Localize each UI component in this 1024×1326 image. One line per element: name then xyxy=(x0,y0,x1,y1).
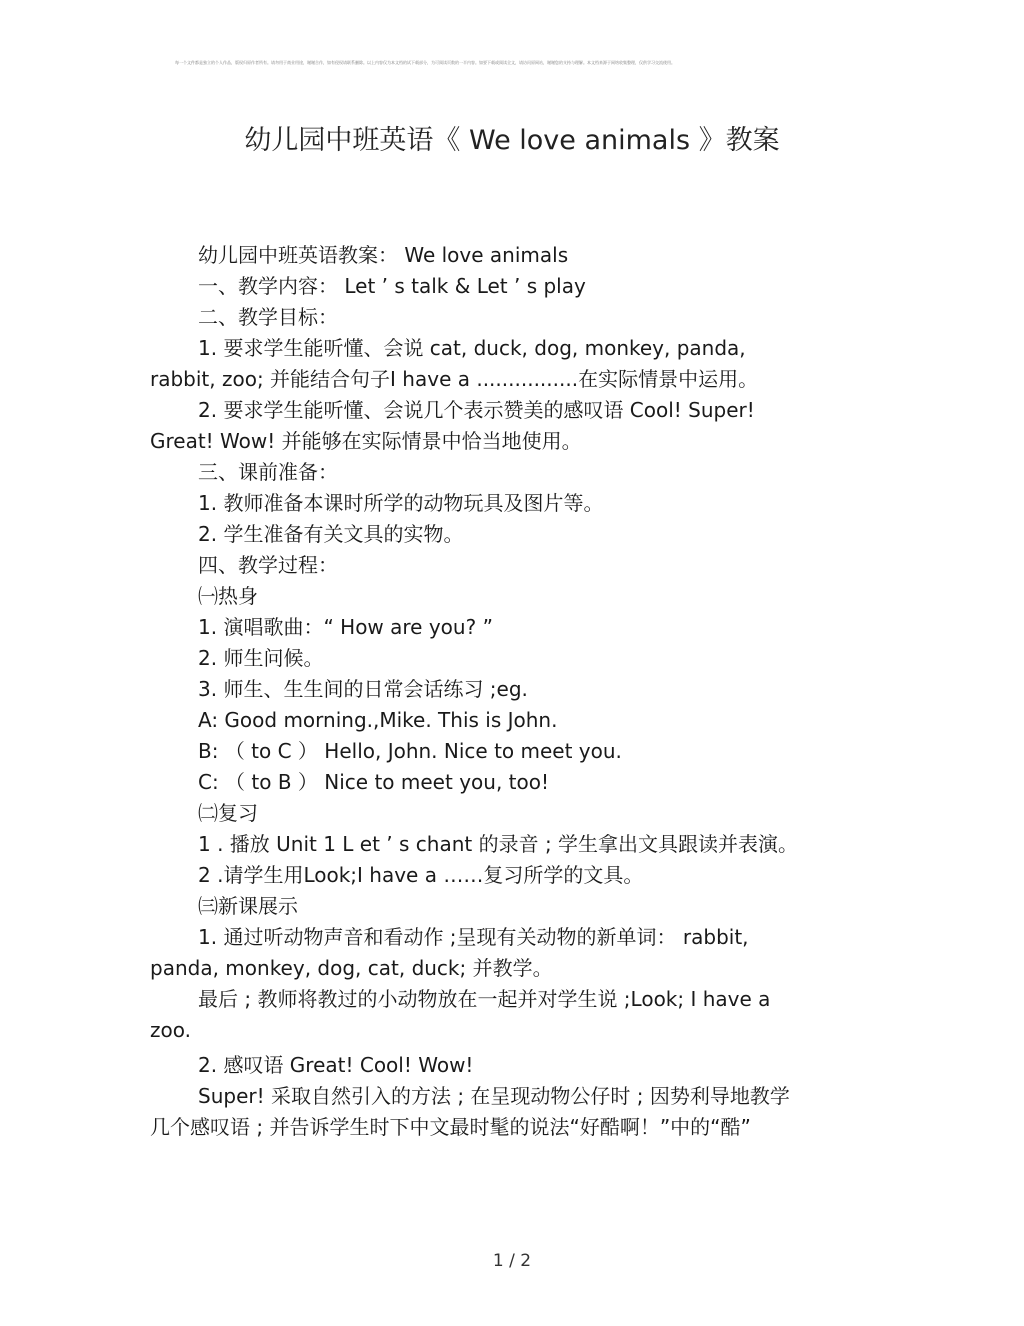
page-number: 1 / 2 xyxy=(492,1251,532,1271)
document-title: 幼儿园中班英语《 We love animals 》教案 xyxy=(244,125,780,156)
body-line: 2. 要求学生能听懂、会说几个表示赞美的感叹语 Cool! Super! xyxy=(198,398,755,422)
body-line: 最后 ; 教师将教过的小动物放在一起并对学生说 ;Look; I have a xyxy=(198,987,771,1011)
body-line: 1. 教师准备本课时所学的动物玩具及图片等。 xyxy=(198,491,604,515)
header-note: 每一个文件都是独立的个人作品，版权归原作者所有。请勿用于商业用途，谢谢合作，如有侵权请联系删除。以上内容仅为本文档的试下载部分，为可阅读页数的一半内容。如要下载或阅读全文，请访问原网站，谢谢您的支持与理解。本文档来源于网络收集整理，仅供学习交流使用。 xyxy=(175,60,675,65)
body-line: A: Good morning.,Mike. This is John. xyxy=(198,708,558,732)
body-line: 1. 要求学生能听懂、会说 cat, duck, dog, monkey, panda, xyxy=(198,336,746,360)
body-line: 3. 师生、生生间的日常会话练习 ;eg. xyxy=(198,677,528,701)
body-line: 1 . 播放 Unit 1 L et ’ s chant 的录音 ; 学生拿出文具跟读并表演。 xyxy=(198,832,799,856)
body-line: rabbit, zoo; 并能结合句子I have a ................在实际情景中运用。 xyxy=(150,367,759,391)
body-line: 一、教学内容： Let ’ s talk & Let ’ s play xyxy=(198,274,586,298)
body-line: 幼儿园中班英语教案： We love animals xyxy=(198,243,569,267)
body-line: 2. 师生问候。 xyxy=(198,646,324,670)
body-line: Great! Wow! 并能够在实际情景中恰当地使用。 xyxy=(150,429,582,453)
document-body xyxy=(150,240,850,1143)
body-line: 2. 感叹语 Great! Cool! Wow! xyxy=(198,1053,474,1077)
body-line: 1. 通过听动物声音和看动作 ;呈现有关动物的新单词： rabbit, xyxy=(198,925,749,949)
body-line: 三、课前准备： xyxy=(198,460,338,484)
body-line: panda, monkey, dog, cat, duck; 并教学。 xyxy=(150,956,553,980)
body-line: 四、教学过程： xyxy=(198,553,338,577)
body-line: ㈠热身 xyxy=(198,584,258,608)
body-line: C: （ to B ） Nice to meet you, too! xyxy=(198,770,549,794)
body-line: 2 .请学生用Look;I have a ……复习所学的文具。 xyxy=(198,863,644,887)
body-line: 二、教学目标： xyxy=(198,305,338,329)
body-line: 2. 学生准备有关文具的实物。 xyxy=(198,522,464,546)
body-line: ㈢新课展示 xyxy=(198,894,298,918)
body-line: B: （ to C ） Hello, John. Nice to meet you. xyxy=(198,739,622,763)
body-line: 几个感叹语 ; 并告诉学生时下中文最时髦的说法“好酷啊！”中的“酷” xyxy=(150,1115,751,1139)
body-line: zoo. xyxy=(150,1018,191,1042)
body-line: 1. 演唱歌曲：“ How are you? ” xyxy=(198,615,493,639)
body-line: Super! 采取自然引入的方法 ; 在呈现动物公仔时 ; 因势利导地教学 xyxy=(198,1084,790,1108)
body-line: ㈡复习 xyxy=(198,801,258,825)
